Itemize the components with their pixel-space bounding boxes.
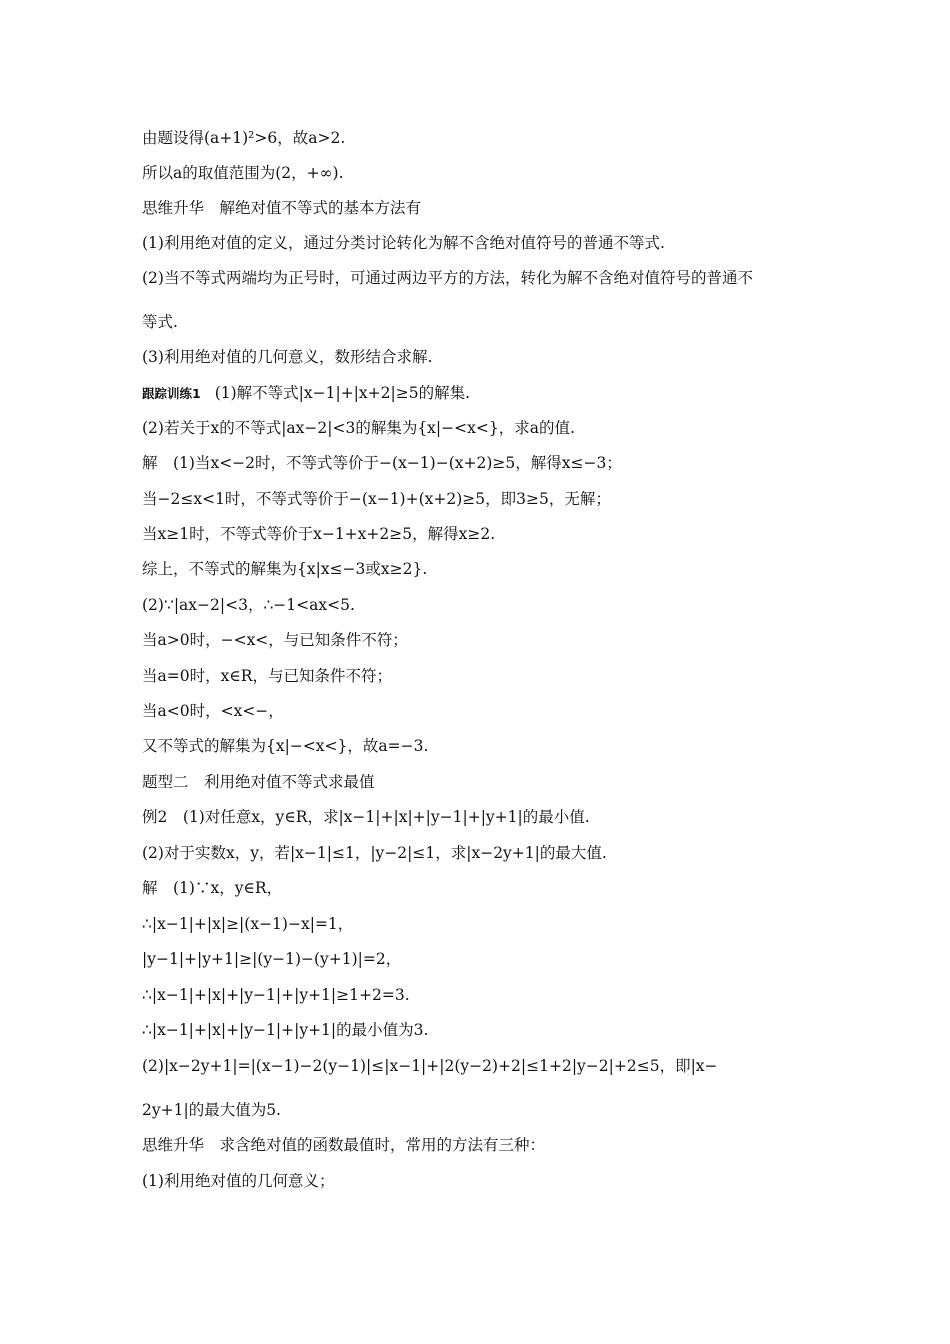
- text-line: ∴|x−1|+|x|+|y−1|+|y+1|的最小值为3.: [142, 1021, 429, 1039]
- text-line: (2)当不等式两端均为正号时，可通过两边平方的方法，转化为解不含绝对值符号的普通不: [142, 269, 753, 287]
- training-problem: [142, 383, 470, 404]
- text-line: 所以a的取值范围为(2，+∞).: [142, 164, 344, 182]
- text-line: 当a>0时，−<x<，与已知条件不符；: [142, 631, 408, 649]
- training-label: 跟踪训练1: [142, 386, 201, 401]
- text-line: (1)利用绝对值的几何意义；: [142, 1172, 335, 1190]
- example-2: 例2 (1)对任意x，y∈R，求|x−1|+|x|+|y−1|+|y+1|的最小值.: [142, 808, 590, 826]
- section-heading-type2: 题型二 利用绝对值不等式求最值: [142, 773, 375, 791]
- text-line: (3)利用绝对值的几何意义，数形结合求解.: [142, 348, 433, 366]
- text-line: 等式.: [142, 313, 178, 331]
- text-line: (2)对于实数x，y，若|x−1|≤1，|y−2|≤1，求|x−2y+1|的最大值.: [142, 844, 607, 862]
- text-line: (1)利用绝对值的定义，通过分类讨论转化为解不含绝对值符号的普通不等式.: [142, 234, 665, 252]
- text-line: 解 (1)当x<−2时，不等式等价于−(x−1)−(x+2)≥5，解得x≤−3；: [142, 454, 622, 472]
- text-line: |y−1|+|y+1|≥|(y−1)−(y+1)|=2，: [142, 950, 402, 968]
- text-line: (2)若关于x的不等式|ax−2|<3的解集为{x|−<x<}，求a的值.: [142, 419, 575, 437]
- text-line: 解 (1)∵x，y∈R，: [142, 879, 283, 897]
- text-line: (2)∵|ax−2|<3，∴−1<ax<5.: [142, 596, 355, 614]
- text-line: 综上，不等式的解集为{x|x≤−3或x≥2}.: [142, 560, 428, 578]
- text-line: 当a<0时，<x<−，: [142, 702, 284, 720]
- section-heading-summary-2: 思维升华 求含绝对值的函数最值时，常用的方法有三种：: [142, 1136, 546, 1154]
- training-problem-text: (1)解不等式|x−1|+|x+2|≥5的解集.: [214, 384, 470, 402]
- text-line: ∴|x−1|+|x|+|y−1|+|y+1|≥1+2=3.: [142, 986, 410, 1004]
- section-heading-summary: 思维升华 解绝对值不等式的基本方法有: [142, 199, 422, 217]
- text-line: 由题设得(a+1)²>6，故a>2.: [142, 129, 346, 147]
- text-line: 当a=0时，x∈R，与已知条件不符；: [142, 667, 392, 685]
- text-line: 又不等式的解集为{x|−<x<}，故a=−3.: [142, 737, 429, 755]
- text-line: (2)|x−2y+1|=|(x−1)−2(y−1)|≤|x−1|+|2(y−2)+2|≤1+2|y−2|+2≤5，即|x−: [142, 1057, 718, 1075]
- text-line: ∴|x−1|+|x|≥|(x−1)−x|=1，: [142, 915, 354, 933]
- text-line: 当−2≤x<1时，不等式等价于−(x−1)+(x+2)≥5，即3≥5，无解；: [142, 490, 611, 508]
- text-line: 当x≥1时，不等式等价于x−1+x+2≥5，解得x≥2.: [142, 525, 496, 543]
- text-line: 2y+1|的最大值为5.: [142, 1101, 281, 1119]
